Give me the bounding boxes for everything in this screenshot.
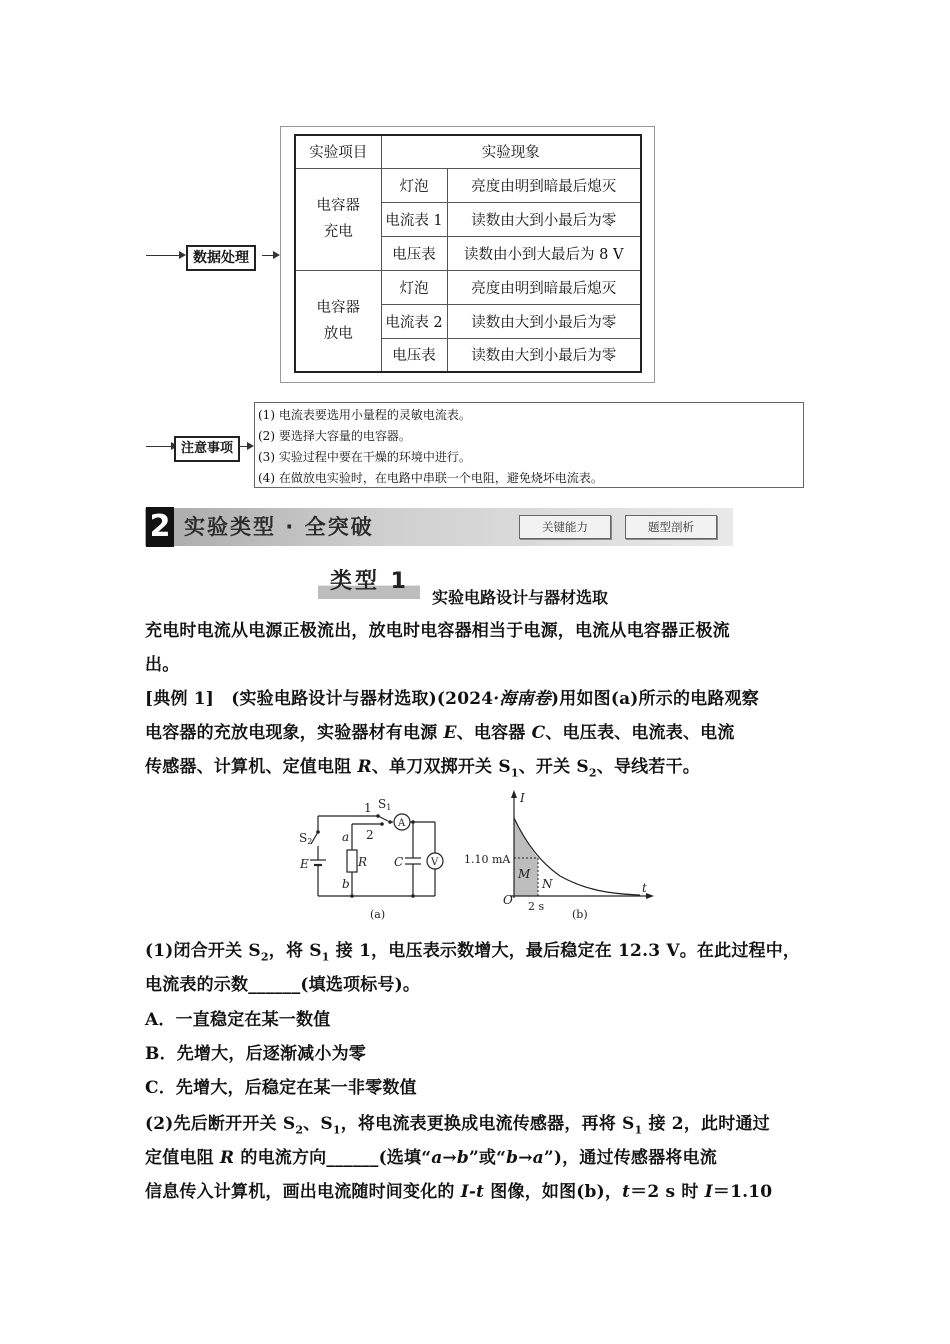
label-2: 2 [366,828,374,842]
symbol-I: I [704,1182,713,1202]
header-item: 实验项目 [295,135,381,168]
notes-arrow-in [146,446,172,447]
text-span: ＝2 s 时 [630,1182,705,1202]
x-axis-arrow-icon [646,893,654,899]
text-span: 的电流方向______(选填“ [234,1148,432,1168]
text-span: 定值电阻 [145,1148,220,1168]
text-span: 、电压表、电流表、电流 [545,723,735,743]
subscript: 1 [321,950,330,964]
note-item: (3) 实验过程中要在干燥的环境中进行。 [258,450,471,464]
row-item: 灯泡 [381,270,447,304]
example-label: [典例 1] (实验电路设计与器材选取)(2024 [145,689,494,709]
section-number: 2 [146,507,174,547]
row-phenomenon: 读数由大到小最后为零 [447,338,641,372]
note-item: (1) 电流表要选用小量程的灵敏电流表。 [258,408,471,422]
group-name-line1: 电容器 [316,299,360,316]
section-title: 实验类型 · 全突破 [184,515,374,539]
text-span: 接 1，电压表示数增大，最后稳定在 12.3 V。在此过程中， [329,941,801,961]
group-name-line1: 电容器 [316,198,360,214]
example-line-3 [145,750,700,784]
group-discharging [295,270,381,372]
text-span: 信息传入计算机，画出电流随时间变化的 [145,1182,461,1202]
label-I: I [520,791,525,805]
text-span: ，将电流表更换成电流传感器，再将 S [340,1114,635,1134]
caption-b: (b) [572,908,588,921]
label-O: O [503,893,513,907]
table-row [295,270,641,304]
row-phenomenon: 读数由大到小最后为零 [447,202,641,236]
example-source: ·海南卷 [493,689,551,709]
direction-a-to-b: a→b [431,1148,469,1168]
area-M [514,818,538,896]
junction [350,894,354,898]
arrow-head-icon [247,442,254,450]
subscript: 1 [634,1123,643,1137]
symbol-R: R [219,1148,235,1168]
text-span: 、电容器 [456,723,532,743]
q2-line-1 [145,1107,770,1141]
text-span: 、开关 S [518,757,589,777]
symbol-R: R [357,757,372,777]
data-processing-label: 数据处理 [186,245,256,271]
label-s1: S1 [378,797,392,812]
resistor-R [347,850,357,872]
text-span: 传感器、计算机、定值电阻 [145,757,358,777]
symbol-E: E [443,723,457,743]
switch-s2-pivot [316,830,320,834]
row-item: 电流表 2 [381,304,447,338]
subscript: 1 [332,1123,341,1137]
q1-option-a: A．一直稳定在某一数值 [145,1010,331,1030]
table-row [295,168,641,202]
junction [411,820,415,824]
subscript: 2 [588,766,597,780]
intro-line-2: 出。 [145,655,180,675]
group-charging [295,168,381,270]
switch-s1-pivot [388,820,392,824]
q2-line-2 [145,1141,717,1175]
q1-option-c: C．先增大，后稳定在某一非零数值 [145,1078,417,1098]
symbol-I-t: I-t [460,1182,485,1202]
text-span: ＝1.10 [712,1182,773,1202]
type-title: 实验电路设计与器材选取 [432,588,609,607]
text-span: (1)闭合开关 S [145,941,261,961]
tag-key-ability[interactable]: 关键能力 [519,515,611,539]
subscript: 2 [295,1123,304,1137]
notes-box [254,402,804,488]
row-item: 电压表 [381,236,447,270]
q2-line-3 [145,1175,772,1209]
experiment-phenomenon-table [294,134,642,373]
data-processing-arrow-in [146,255,180,256]
circuit-and-graph-figures [290,788,660,928]
q1-line-1 [145,934,800,968]
row-phenomenon: 读数由大到小最后为零 [447,304,641,338]
label-current-value: 1.10 mA [464,853,511,866]
contact-1 [376,814,380,818]
q1-line-2: 电流表的示数______(填选项标号)。 [145,975,421,995]
voltmeter-label: V [431,857,439,868]
it-graph-b [464,790,654,921]
example-text: )用如图(a)所示的电路观察 [551,689,759,709]
ammeter-label: A [398,818,406,829]
label-E: E [300,857,309,871]
text-span: 、S [303,1114,333,1134]
label-time-value: 2 s [528,900,545,913]
note-item: (2) 要选择大容量的电容器。 [258,429,411,443]
q1-option-b: B．先增大，后逐渐减小为零 [145,1044,366,1064]
example-line-1 [145,682,759,716]
note-item: (4) 在做放电实验时，在电路中串联一个电阻，避免烧坏电流表。 [258,471,603,485]
label-R: R [358,855,368,869]
label-s2: S2 [299,831,313,846]
arrow-head-icon [273,251,280,259]
header-phenomenon: 实验现象 [381,135,641,168]
row-phenomenon: 亮度由明到暗最后熄灭 [447,270,641,304]
text-span: 、单刀双掷开关 S [371,757,511,777]
subscript: 1 [510,766,519,780]
caption-a: (a) [370,908,386,921]
subscript: 2 [260,950,269,964]
label-a: a [342,830,350,844]
label-b: b [342,877,350,891]
type-tag: 类型 1 [330,569,409,594]
junction [411,894,415,898]
text-span: 、导线若干。 [596,757,700,777]
contact-2 [380,822,384,826]
row-item: 电压表 [381,338,447,372]
text-span: ，将 S [268,941,322,961]
text-span: ”)，通过传感器将电流 [543,1148,717,1168]
label-C: C [394,855,404,869]
row-item: 电流表 1 [381,202,447,236]
tag-question-analysis[interactable]: 题型剖析 [625,515,717,539]
label-1: 1 [364,801,372,815]
text-span: 图像，如图(b)， [484,1182,623,1202]
text-span: ”或“ [468,1148,507,1168]
text-span: 接 2，此时通过 [642,1114,770,1134]
circuit-diagram-a [310,814,443,896]
y-axis-arrow-icon [511,790,517,798]
group-name-line2: 充电 [323,224,353,240]
symbol-C: C [531,723,546,743]
label-M: M [518,867,531,881]
row-phenomenon: 读数由小到大最后为 8 V [447,236,641,270]
group-name-line2: 放电 [323,325,353,342]
row-item: 灯泡 [381,168,447,202]
row-phenomenon: 亮度由明到暗最后熄灭 [447,168,641,202]
text-span: 电容器的充放电现象，实验器材有电源 [145,723,444,743]
direction-b-to-a: b→a [506,1148,544,1168]
intro-line-1: 充电时电流从电源正极流出，放电时电容器相当于电源，电流从电容器正极流 [145,621,730,641]
label-t: t [642,881,647,895]
arrow-head-icon [179,251,186,259]
symbol-t: t [622,1182,631,1202]
example-line-2 [145,716,735,750]
text-span: (2)先后断开开关 S [145,1114,296,1134]
notes-label: 注意事项 [174,436,240,462]
table-header-row [295,135,641,168]
label-N: N [542,877,553,891]
